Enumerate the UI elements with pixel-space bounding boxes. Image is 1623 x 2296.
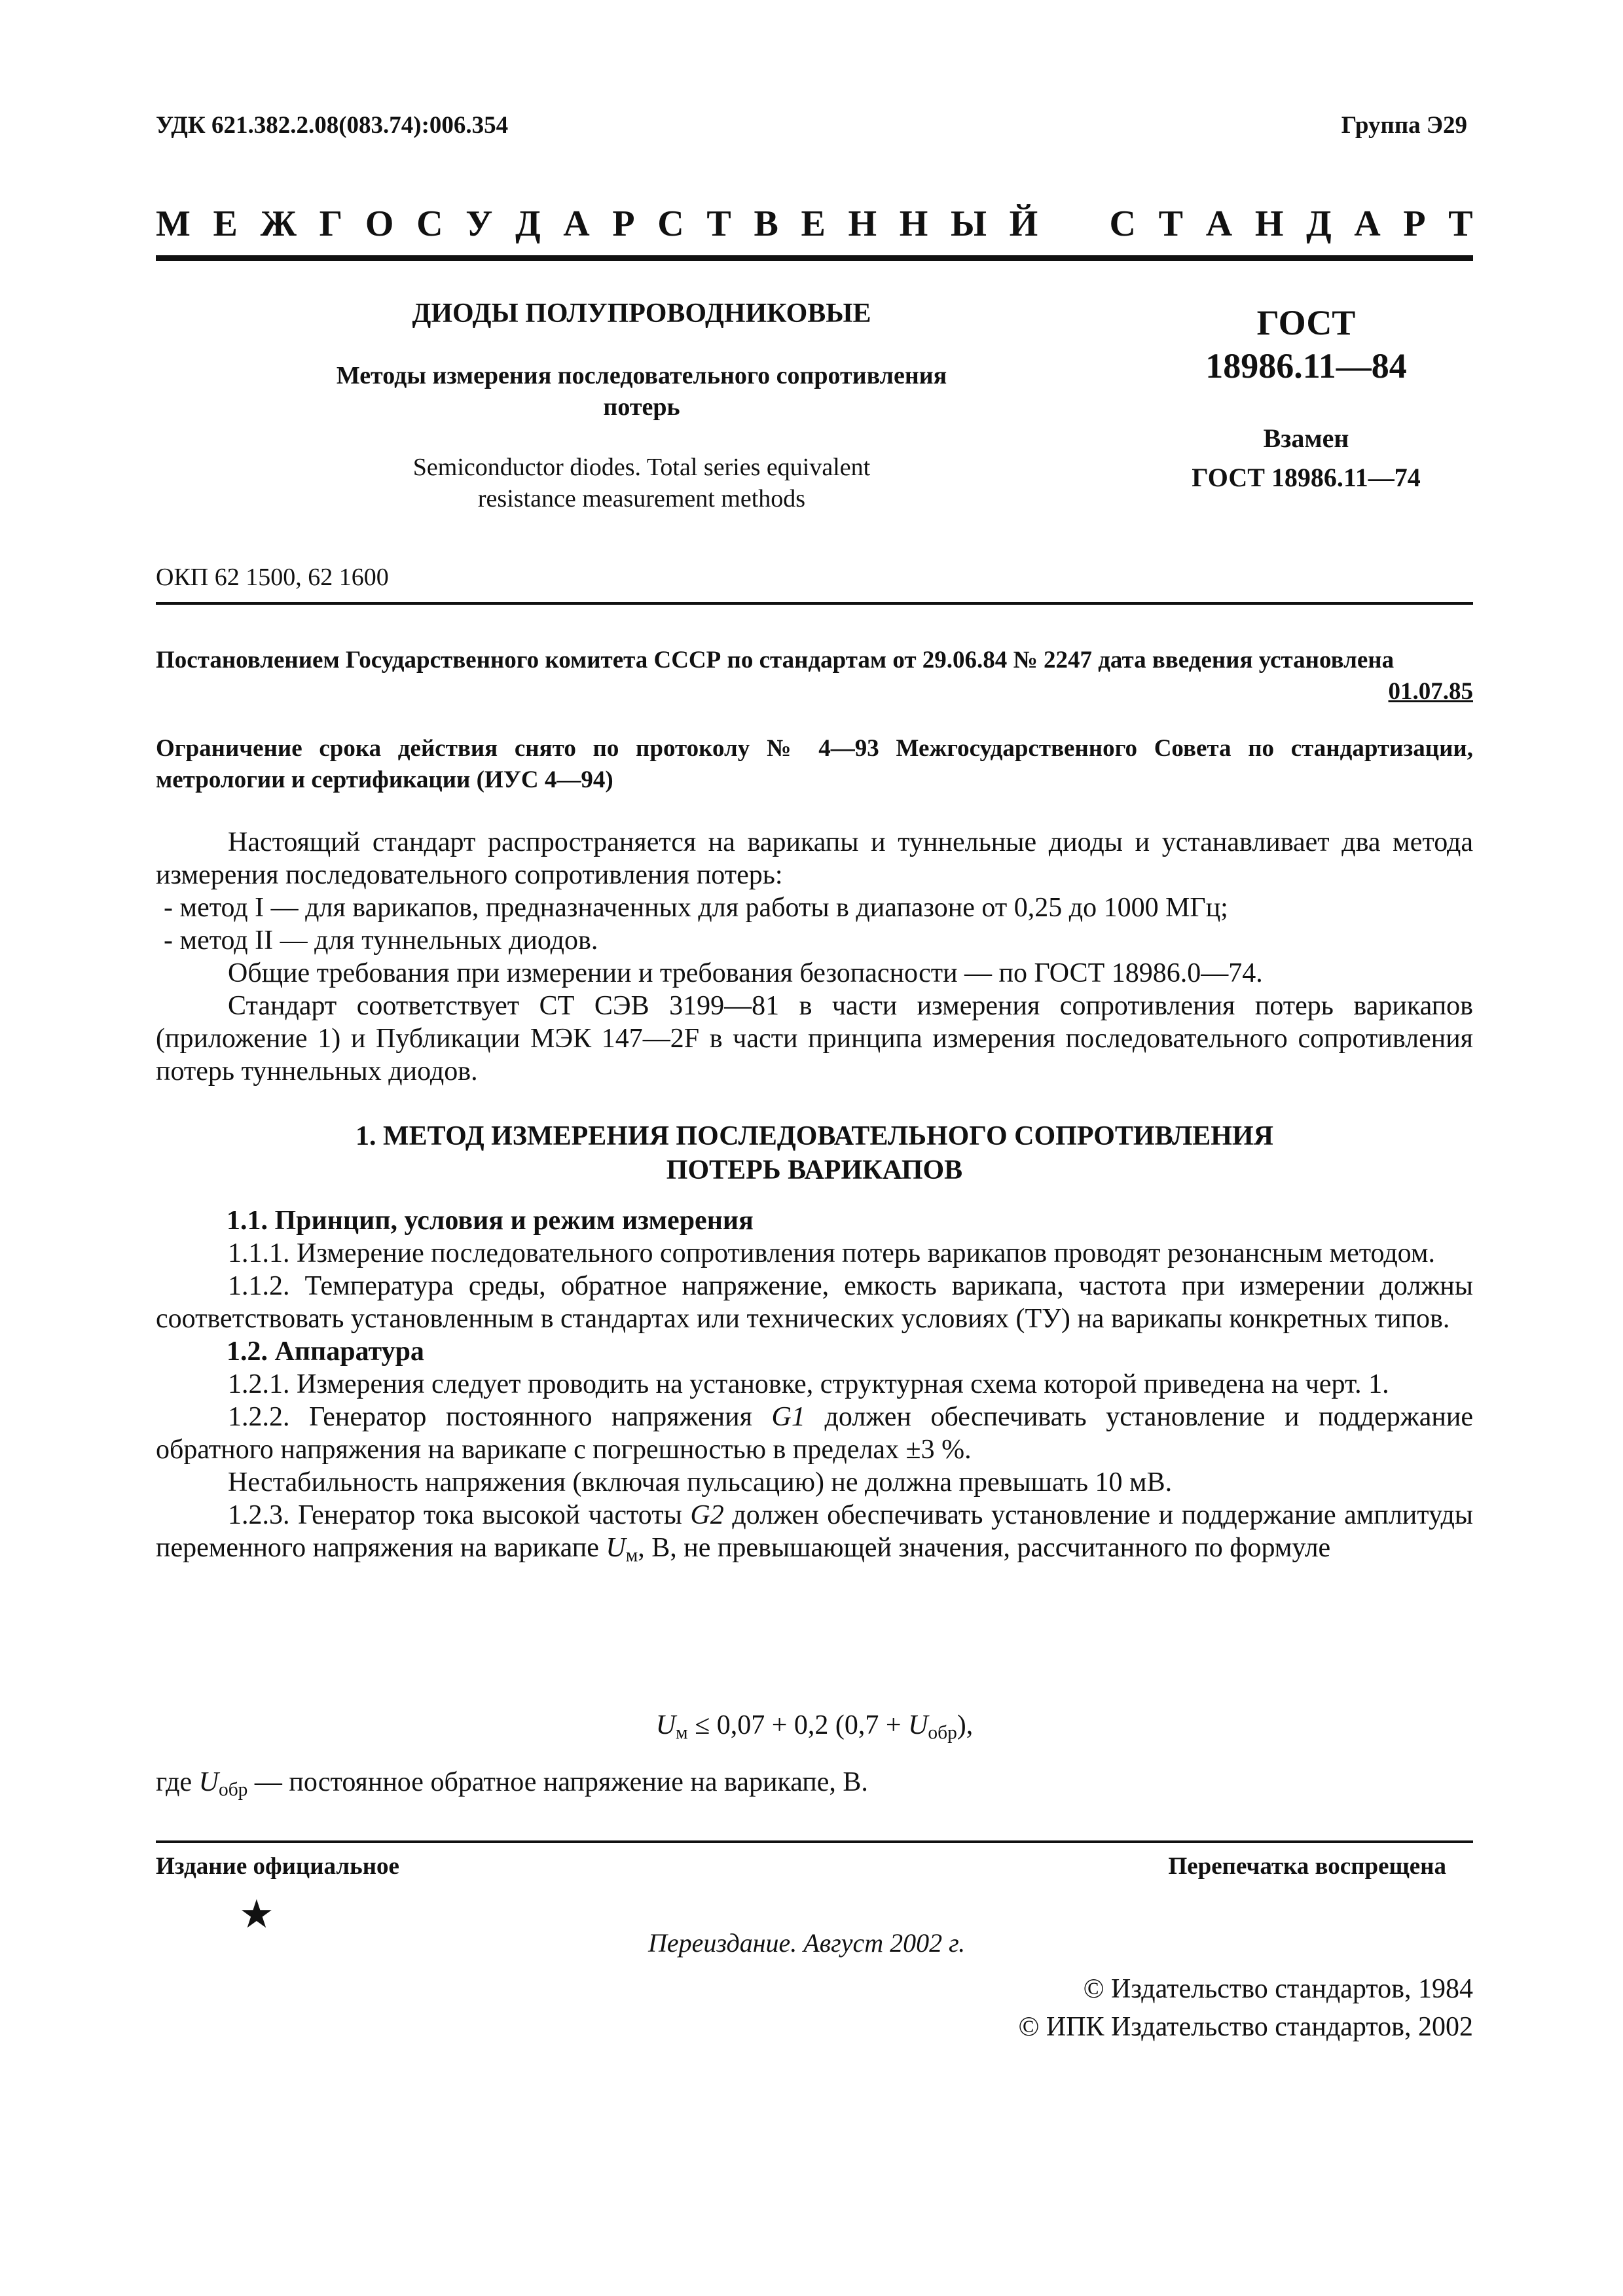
- clause-1-2-3: [156, 1499, 1473, 1571]
- udk-code: УДК 621.382.2.08(083.74):006.354: [156, 112, 509, 139]
- formula-um-subscript: м: [676, 1722, 688, 1744]
- clause-1-2-2-text-a: 1.2.2. Генератор постоянного напряжения: [228, 1402, 752, 1432]
- formula-body: ≤ 0,07 + 0,2 (0,7 +: [687, 1710, 909, 1740]
- clause-1-1-1: 1.1.1. Измерение последовательного сопротивления потерь варикапов проводят резонансным методом.: [228, 1238, 1435, 1268]
- section-1-body: [156, 1204, 1473, 1571]
- where-uobr-subscript: обр: [219, 1779, 248, 1801]
- section-1-title-line-2: ПОТЕРЬ ВАРИКАПОВ: [666, 1155, 963, 1185]
- banner-letter: Е: [213, 204, 238, 244]
- banner-letter: Н: [899, 204, 928, 244]
- banner-letter: Н: [848, 204, 877, 244]
- banner-letter: С: [1109, 204, 1136, 244]
- banner-letter: Й: [1009, 204, 1038, 244]
- banner-letter: Н: [1254, 204, 1284, 244]
- banner-letter: Ж: [260, 204, 297, 244]
- clause-1-2-2-stability: Нестабильность напряжения (включая пульсацию) не должна превышать 10 мВ.: [228, 1467, 1173, 1498]
- where-uobr: U: [198, 1767, 219, 1797]
- clause-1-2-3-text-c: , В, не превышающей значения, рассчитанного по формуле: [638, 1533, 1331, 1563]
- gost-number: 18986.11—84: [1205, 346, 1407, 386]
- subsection-1-1-title: 1.1. Принцип, условия и режим измерения: [227, 1206, 754, 1236]
- banner-letter: В: [754, 204, 778, 244]
- formula-explanation: [156, 1766, 1473, 1806]
- group-code: Группа Э29: [1341, 112, 1467, 139]
- formula-uobr: U: [908, 1710, 928, 1740]
- banner-letter: Ы: [950, 204, 987, 244]
- generator-g1-symbol: G1: [771, 1402, 805, 1432]
- voltage-um-symbol: U: [606, 1533, 626, 1563]
- banner-letter: О: [365, 204, 394, 244]
- where-text-a: где: [156, 1767, 199, 1797]
- voltage-formula: [156, 1710, 1473, 1744]
- clause-1-2-2: [156, 1401, 1473, 1466]
- subsection-1-2-title: 1.2. Аппаратура: [227, 1336, 424, 1367]
- banner-letter: Р: [1403, 204, 1426, 244]
- clause-1-2-1: 1.2.1. Измерения следует проводить на установке, структурная схема которой приведена на черт. 1.: [228, 1369, 1389, 1399]
- banner-letter: С: [416, 204, 443, 244]
- replaces-label: Взамен: [1263, 423, 1349, 453]
- banner-letter: У: [465, 204, 493, 244]
- star-icon: ★: [239, 1893, 274, 1936]
- banner-letter: А: [563, 204, 590, 244]
- english-title-line-2: resistance measurement methods: [477, 485, 806, 512]
- banner-letter: Т: [1448, 204, 1473, 244]
- header-rule: [156, 255, 1473, 261]
- voltage-um-subscript: м: [625, 1545, 638, 1566]
- clause-1-1-2: 1.1.2. Температура среды, обратное напряжение, емкость варикапа, частота при измерении должны соответствовать установленным в стандартах или технических условиях (ТУ) на варикапы конкретных типов.: [156, 1271, 1473, 1334]
- banner-letter: Д: [515, 204, 541, 244]
- section-1-title-line-1: 1. МЕТОД ИЗМЕРЕНИЯ ПОСЛЕДОВАТЕЛЬНОГО СОПРОТИВЛЕНИЯ: [356, 1121, 1273, 1151]
- generator-g2-symbol: G2: [690, 1500, 724, 1530]
- where-line: [156, 1766, 1473, 1806]
- banner-letter: С: [657, 204, 684, 244]
- formula-um: U: [655, 1710, 676, 1740]
- banner-letter: Т: [706, 204, 731, 244]
- method-2-item: - метод II — для туннельных диодов.: [164, 925, 598, 956]
- limitation-text: Ограничение срока действия снято по протоколу № 4—93 Межгосударственного Совета по стандартизации, метрологии и сертификации (ИУС 4—94): [156, 735, 1473, 793]
- okp-rule: [156, 602, 1473, 605]
- intro-paragraph-2: Общие требования при измерении и требования безопасности — по ГОСТ 18986.0—74.: [228, 958, 1263, 988]
- banner-letter: Т: [1158, 204, 1184, 244]
- banner-letter: Г: [319, 204, 343, 244]
- gost-label: ГОСТ: [1256, 303, 1356, 342]
- intro-section: [156, 826, 1473, 1088]
- clause-1-2-2-text-b: должен обеспечивать установление и поддержание обратного напряжения на варикапе с погрешностью в пределах ±3 %.: [156, 1402, 1473, 1465]
- method-1-item: - метод I — для варикапов, предназначенных для работы в диапазоне от 0,25 до 1000 МГц;: [164, 893, 1228, 923]
- copyright-1984: © Издательство стандартов, 1984: [1083, 1974, 1473, 2004]
- banner-letter: Р: [612, 204, 635, 244]
- footer-rule: [156, 1840, 1473, 1843]
- official-edition: Издание официальное: [156, 1853, 399, 1880]
- formula-uobr-subscript: обр: [928, 1722, 957, 1744]
- decree-text: Постановлением Государственного комитета СССР по стандартам от 29.06.84 № 2247 дата введения установлена: [156, 647, 1395, 673]
- banner-letter: А: [1205, 204, 1233, 244]
- copyright-2002: © ИПК Издательство стандартов, 2002: [1018, 2012, 1473, 2042]
- banner-letter: М: [156, 204, 191, 244]
- formula-end: ),: [957, 1710, 974, 1740]
- copyright-block: [1018, 1970, 1473, 2046]
- subtitle-line-2: потерь: [603, 393, 680, 421]
- banner-letter: Д: [1306, 204, 1332, 244]
- clause-1-2-3-text-a: 1.2.3. Генератор тока высокой частоты: [228, 1500, 682, 1530]
- subtitle-line-1: Методы измерения последовательного сопротивления: [336, 362, 947, 389]
- decree-date: 01.07.85: [1388, 678, 1473, 705]
- section-1-title: [156, 1119, 1473, 1187]
- gost-number-block: [1139, 301, 1473, 387]
- reissue-note: Переиздание. Август 2002 г.: [648, 1928, 966, 1958]
- reprint-prohibited: Перепечатка воспрещена: [1168, 1853, 1446, 1880]
- okp-code: ОКП 62 1500, 62 1600: [156, 564, 389, 591]
- banner-letter: А: [1354, 204, 1381, 244]
- clause-1-2-3-text-b: должен обеспечивать установление и поддержание амплитуды переменного напряжения на варикапе: [156, 1500, 1474, 1563]
- standard-banner: [156, 203, 1473, 245]
- intro-paragraph-1: Настоящий стандарт распространяется на варикапы и туннельные диоды и устанавливает два метода измерения последовательного сопротивления потерь:: [156, 827, 1473, 890]
- where-text-b: — постоянное обратное напряжение на варикапе, В.: [247, 1767, 868, 1797]
- replaces-block: [1139, 419, 1473, 497]
- banner-word-gap: [1061, 203, 1087, 245]
- banner-letter: Е: [801, 204, 826, 244]
- intro-paragraph-3: Стандарт соответствует СТ СЭВ 3199—81 в части измерения сопротивления потерь варикапов (приложение 1) и Публикации МЭК 147—2F в части принципа измерения последовательного сопротивления потерь туннельных диодов.: [156, 991, 1473, 1086]
- document-title: ДИОДЫ ПОЛУПРОВОДНИКОВЫЕ: [412, 298, 871, 329]
- english-title: [216, 452, 1067, 514]
- document-subtitle: [216, 360, 1067, 423]
- english-title-line-1: Semiconductor diodes. Total series equivalent: [412, 454, 871, 481]
- replaces-standard: ГОСТ 18986.11—74: [1192, 463, 1421, 492]
